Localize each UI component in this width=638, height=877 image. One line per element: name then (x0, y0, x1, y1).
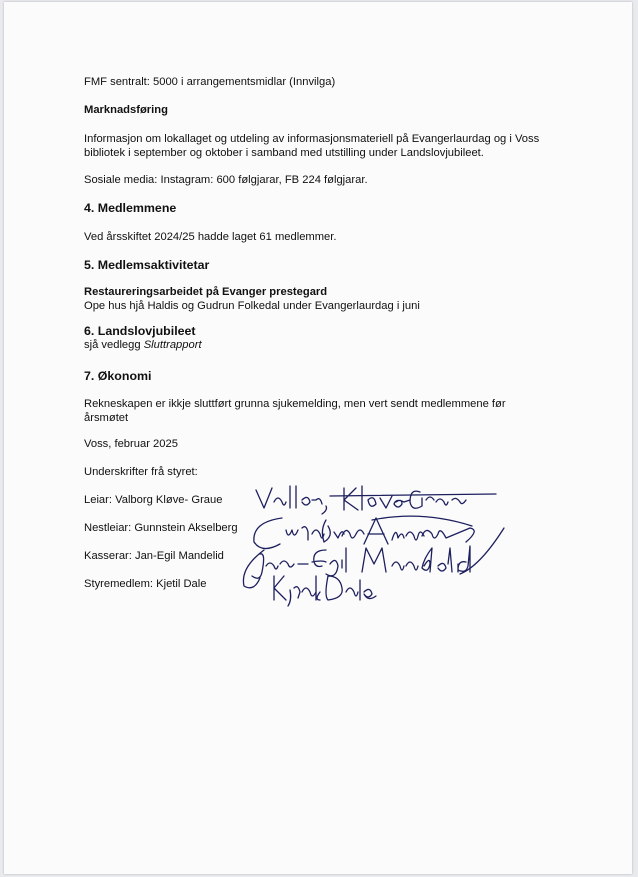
section-7-heading: 7. Økonomi (84, 369, 152, 383)
info-line-2: bibliotek i september og oktober i samband med utstilling under Landslovjubileet. (84, 147, 484, 159)
section-5-subheading: Restaureringsarbeidet på Evanger prestegard (84, 286, 328, 298)
section-6-heading: 6. Landslovjubileet (84, 324, 196, 338)
section-5-heading: 5. Medlemsaktivitetar (84, 258, 210, 272)
signatory-kasserar: Kasserar: Jan-Egil Mandelid (84, 550, 224, 562)
section-5-text: Ope hus hjå Haldis og Gudrun Folkedal under Evangerlaurdag i juni (84, 300, 420, 312)
signatory-styremedlem: Styremedlem: Kjetil Dale (84, 578, 207, 590)
signature-valborg-klove-graue (256, 486, 496, 514)
document-page (4, 2, 632, 874)
signatory-nestleiar: Nestleiar: Gunnstein Akselberg (84, 522, 238, 534)
section-7-line-2: årsmøtet (84, 412, 129, 424)
signature-jan-egil-mandelid (252, 528, 504, 578)
section-7-line-1: Rekneskapen er ikkje sluttført grunna sjukemelding, men vert sendt medlemmene før (84, 398, 506, 410)
signatory-leiar: Leiar: Valborg Kløve- Graue (84, 494, 223, 506)
signature-gunnstein-akselberg (254, 516, 474, 548)
section-4-text: Ved årsskiftet 2024/25 hadde laget 61 medlemmer. (84, 231, 337, 243)
handwritten-signatures (234, 480, 534, 610)
section-6-text (84, 338, 202, 352)
sluttrapport-reference: Sluttrapport (143, 339, 202, 351)
section-6-text-prefix: sjå vedlegg (84, 339, 144, 351)
section-4-heading: 4. Medlemmene (84, 201, 177, 215)
marketing-heading: Marknadsføring (84, 104, 168, 116)
info-line-1: Informasjon om lokallaget og utdeling av informasjonsmateriell på Evangerlaurdag og i Voss (84, 133, 540, 145)
place-date: Voss, februar 2025 (84, 438, 178, 450)
signatures-label: Underskrifter frå styret: (84, 466, 198, 478)
social-media-line: Sosiale media: Instagram: 600 følgjarar, FB 224 følgjarar. (84, 174, 368, 186)
fmf-funding-line: FMF sentralt: 5000 i arrangementsmidlar (Innvilga) (84, 76, 336, 88)
